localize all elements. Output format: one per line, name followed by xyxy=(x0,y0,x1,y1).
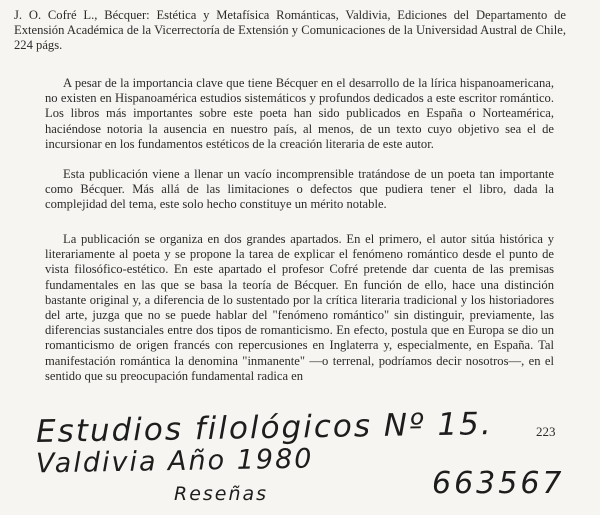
bibliographic-citation: J. O. Cofré L., Bécquer: Estética y Metafísica Románticas, Valdivia, Ediciones del Departamento de Extensión Académica de la Vicerrectoría de Extensión y Comunicaciones de la Universidad Austral de Chile, 224 págs. xyxy=(14,8,566,52)
handwritten-catalog-number: 663567 xyxy=(432,466,565,501)
handwritten-section-note: Reseñas xyxy=(174,483,269,505)
handwritten-journal-note: Estudios filológicos Nº 15. xyxy=(35,406,494,450)
handwritten-place-year-note: Valdivia Año 1980 xyxy=(35,443,314,480)
page-number: 223 xyxy=(536,424,556,439)
body-paragraph-3: La publicación se organiza en dos grandes apartados. En el primero, el autor sitúa histórica y literariamente al poeta y se propone la tarea de explicar el fenómeno romántico desde el punto de vista filosófico-estético. En este apartado el profesor Cofré pretende dar cuenta de las premisas fundamentales en las que se basa la teoría de Bécquer. En función de ello, hace una distinción bastante original y, a diferencia de lo sustentado por la crítica literaria tradicional y los historiadores del arte, juzga que no se puede hablar del "fenómeno romántico" sin distinguir, previamente, las diferencias sustanciales entre dos tipos de romanticismo. En efecto, postula que en Europa se dio un romanticismo de origen francés con repercusiones en Inglaterra y, especialmente, en España. Tal manifestación romántica la denomina "inmanente" —o terrenal, podríamos decir nosotros—, en el sentido que su preocupación fundamental radica en xyxy=(45,232,554,383)
body-paragraph-2: Esta publicación viene a llenar un vacío incomprensible tratándose de un poeta tan importante como Bécquer. Más allá de las limitaciones o defectos que pudiera tener el libro, dada la complejidad del tema, este solo hecho constituye un mérito notable. xyxy=(45,167,554,212)
body-paragraph-1: A pesar de la importancia clave que tiene Bécquer en el desarrollo de la lírica hispanoamericana, no existen en Hispanoamérica estudios sistemáticos y profundos dedicados a este escritor romántico. Los libros más importantes sobre este poeta han sido publicados en España o Norteamérica, haciéndose notoria la ausencia en nuestro país, al menos, de un texto cuyo objetivo sea el de incursionar en los fundamentos estéticos de la creación literaria de este autor. xyxy=(45,76,554,151)
